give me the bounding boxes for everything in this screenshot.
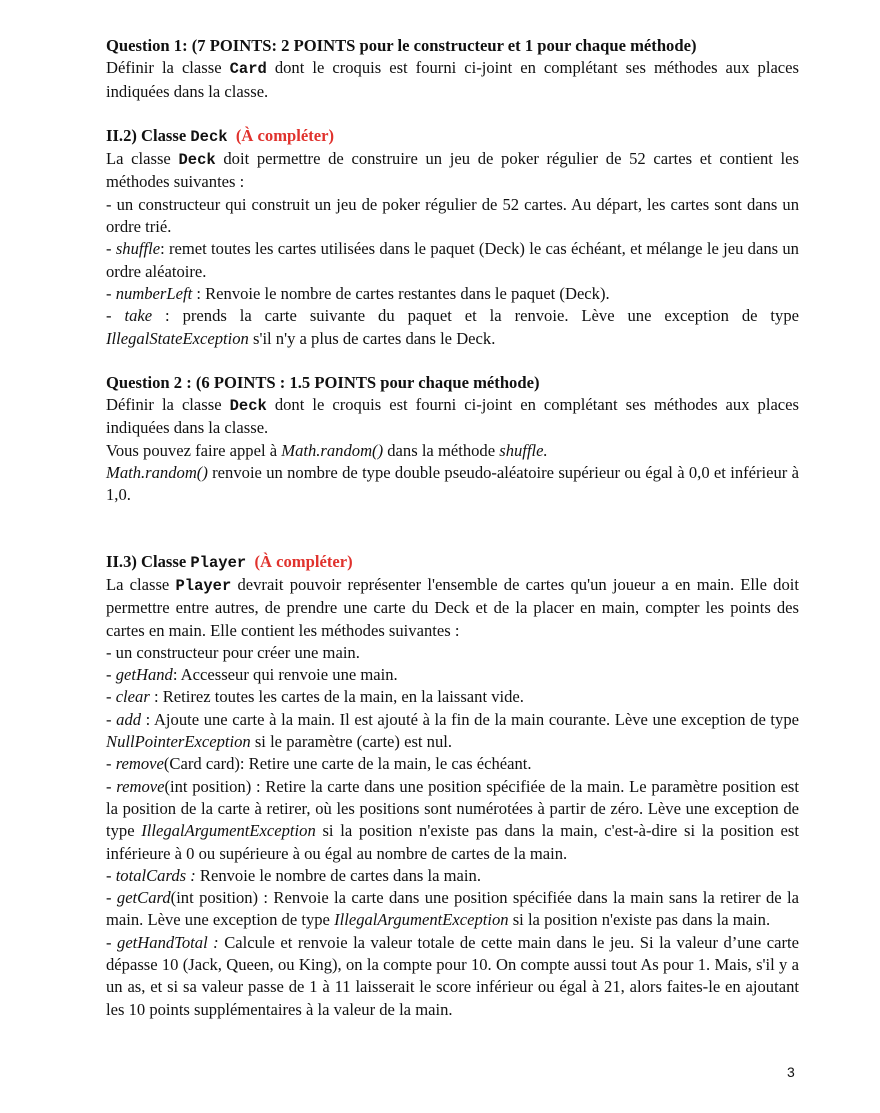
q1-class-name: Card — [229, 60, 267, 79]
q1-text-pre: Définir la classe — [106, 58, 230, 78]
s3-remove2-tail: si la position n'existe pas dans la main, c'est-à-dire si la position est inférieure à 0 ou supérieure à ou égal au nombre de cartes de la main. — [106, 821, 799, 863]
question-1 — [106, 35, 799, 103]
s3-class-name: Player — [190, 553, 247, 572]
s3-gethand-name: getHand — [115, 665, 173, 685]
s3-getcard-exception: IllegalArgumentException — [334, 910, 509, 930]
s3-remove1-desc: (Card card): Retire une carte de la main, le cas échéant. — [163, 754, 532, 774]
s2-class-name: Deck — [190, 127, 228, 146]
question-2 — [106, 372, 799, 507]
s2-intro-class: Deck — [178, 151, 216, 170]
question-2-title: Question 2 : (6 POINTS : 1.5 POINTS pour chaque méthode) — [106, 372, 540, 392]
q2-text-pre: Définir la classe — [106, 395, 230, 415]
s3-todo-label: (À compléter) — [254, 551, 353, 571]
q2-random-desc: renvoie un nombre de type double pseudo-aléatoire supérieur ou égal à 0,0 et inférieur à 1,0. — [106, 463, 799, 505]
s2-heading-prefix: II.2) Classe — [106, 125, 191, 145]
section-deck-heading — [106, 126, 334, 145]
s3-remove1-name: remove — [115, 754, 164, 774]
s3-total-desc: Renvoie le nombre de cartes dans la main. — [195, 865, 481, 885]
q2-random-mid: dans la méthode — [383, 440, 500, 460]
section-deck: II.2) Classe Deck (À compléter) La classe Deck doit permettre de construire un jeu de poker régulier de 52 cartes et contient les méthodes suivantes : - un constructeur qui construit un jeu de poker régulier de 52 cartes. Au départ, les cartes sont dans un ordre trié. - shuffle: remet toutes les cartes utilisées dans le paquet (Deck) le cas échéant, et mélange le jeu dans un ordre aléatoire. - numberLeft : Renvoie le nombre de cartes restantes dans le paquet (Deck). - take : prends la carte suivante du paquet et la renvoie. Lève une exception de type IllegalStateException s'il n'y a plus de cartes dans le Deck. — [106, 125, 799, 348]
page-number: 3 — [787, 1064, 795, 1080]
q2-random-method: shuffle. — [499, 440, 548, 460]
s2-item-constructor: - un constructeur qui construit un jeu de poker régulier de 52 cartes. Au départ, les cartes sont dans un ordre trié. — [106, 194, 799, 237]
s3-item-constructor: - un constructeur pour créer une main. — [106, 642, 360, 662]
s2-shuffle-desc: : remet toutes les cartes utilisées dans le paquet (Deck) le cas échéant, et mélange le jeu dans un ordre aléatoire. — [106, 239, 799, 281]
document-page — [106, 35, 799, 1021]
q2-random-fn: Math.random() — [281, 440, 384, 460]
q2-random-pre: Vous pouvez faire appel à — [106, 440, 282, 460]
s2-todo-label: (À compléter) — [235, 125, 335, 145]
q1-text-post: dont le croquis est fourni ci-joint en complétant ses méthodes aux places indiquées dans la classe. — [106, 58, 799, 101]
section-player-heading — [106, 552, 353, 571]
s2-numberleft-desc: : Renvoie le nombre de cartes restantes dans le paquet (Deck). — [192, 283, 610, 303]
question-1-title: Question 1: (7 POINTS: 2 POINTS pour le constructeur et 1 pour chaque méthode) — [106, 36, 697, 55]
s2-take-desc: : prends la carte suivante du paquet et la renvoie. Lève une exception de type — [152, 306, 799, 326]
s3-total-name: totalCards : — [115, 865, 196, 885]
s3-getcard-tail: si la position n'existe pas dans la main. — [508, 910, 771, 930]
q2-text-post: dont le croquis est fourni ci-joint en complétant ses méthodes aux places indiquées dans la classe. — [106, 395, 799, 438]
s3-remove2-exception: IllegalArgumentException — [141, 821, 316, 841]
s3-add-tail: si le paramètre (carte) est nul. — [250, 732, 453, 752]
s2-intro-post: doit permettre de construire un jeu de poker régulier de 52 cartes et contient les méthodes suivantes : — [106, 149, 799, 192]
s2-numberleft-name: numberLeft — [115, 283, 193, 303]
section-player: II.3) Classe Player (À compléter) La classe Player devrait pouvoir représenter l'ensemble de cartes qu'un joueur a en main. Elle doit permettre entre autres, de prendre une carte du Deck et de la placer en main, compter les points des cartes en main. Elle contient les méthodes suivantes : - un constructeur pour créer une main. - getHand: Accesseur qui renvoie une main. - clear : Retirez toutes les cartes de la main, en la laissant vide. - add : Ajoute une carte à la main. Il est ajouté à la fin de la main courante. Lève une exception de type NullPointerException si le paramètre (carte) est nul. - remove(Card card): Retire une carte de la main, le cas échéant. - remove(int position) : Retire la carte dans une position spécifiée de la main. Le paramètre position est la position de la carte à retirer, où les positions sont numérotées à partir de zéro. Lève une exception de type IllegalArgumentException si la position n'existe pas dans la main, c'est-à-dire si la position est inférieure à 0 ou supérieure à ou égal au nombre de cartes de la main. - totalCards : Renvoie le nombre de cartes dans la main. - getCard(int position) : Renvoie la carte dans une position spécifiée dans la main sans la retirer de la main. Lève une exception de type IllegalArgumentException si la position n'existe pas dans la main. - getHandTotal : Calcule et renvoie la valeur totale de cette main dans le jeu. Si la valeur d’une carte dépasse 10 (Jack, Queen, ou King), on la compte pour 10. On compte aussi tout As pour 1. Mais, s'il y a un as, et si sa valeur passe de 1 à 11 laisserait le score inférieur ou égal à 21, alors faites-le en ajoutant les 10 points supplémentaires à la valeur de la main. — [106, 551, 800, 1019]
s3-heading-prefix: II.3) Classe — [106, 551, 191, 571]
s3-add-desc: : Ajoute une carte à la main. Il est ajouté à la fin de la main courante. Lève une exception de type — [141, 709, 799, 729]
s3-intro-post: devrait pouvoir représenter l'ensemble de cartes qu'un joueur a en main. Elle doit permettre entre autres, de prendre une carte du Deck et de la placer en main, compter les points des cartes en main. Elle contient les méthodes suivantes : — [106, 574, 799, 640]
q2-class-name: Deck — [229, 397, 267, 416]
s3-intro-class: Player — [175, 576, 232, 595]
s3-getcard-name: getCard — [116, 888, 171, 908]
s3-gethand-desc: : Accesseur qui renvoie une main. — [172, 665, 398, 685]
s3-remove2-desc: (int position) : Retire la carte dans une position spécifiée de la main. Le paramètre position est la position de la carte à retirer, où les positions sont numérotées à partir de zéro. Lève une exception de type — [106, 776, 800, 841]
s2-take-exception: IllegalStateException — [106, 328, 249, 348]
s3-gettotal-name: getHandTotal : — [117, 932, 219, 952]
s2-take-name: take — [124, 306, 153, 326]
s3-clear-desc: : Retirez toutes les cartes de la main, en la laissant vide. — [149, 687, 524, 707]
s3-clear-name: clear — [115, 687, 150, 707]
s3-intro-pre: La classe — [106, 574, 176, 594]
s3-add-name: add — [116, 709, 142, 729]
s3-add-exception: NullPointerException — [106, 732, 251, 752]
s2-intro-pre: La classe — [106, 149, 179, 169]
s3-gettotal-desc: Calcule et renvoie la valeur totale de cette main dans le jeu. Si la valeur d’une carte dépasse 10 (Jack, Queen, ou King), on la compte pour 10. On compte aussi tout As pour 1. Mais, s'il y a un as, et si sa valeur passe de 1 à 11 laisserait le score inférieur ou égal à 21, alors faites-le en ajoutant les 10 points supplémentaires à la valeur de la main. — [106, 932, 799, 1019]
s2-take-tail: s'il n'y a plus de cartes dans le Deck. — [248, 328, 496, 348]
s3-remove2-name: remove — [116, 776, 165, 796]
q2-random-fn2: Math.random() — [106, 463, 208, 483]
s3-getcard-desc: (int position) : Renvoie la carte dans une position spécifiée dans la main sans la retirer de la main. Lève une exception de type — [106, 888, 799, 930]
s2-shuffle-name: shuffle — [115, 239, 161, 259]
